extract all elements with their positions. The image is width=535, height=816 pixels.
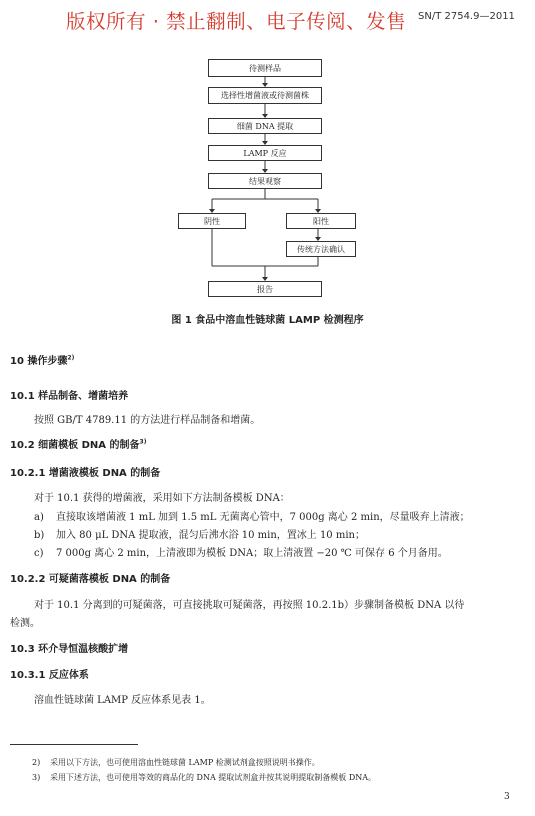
section-10-2-1-heading: 10.2.1 增菌液模板 DNA 的制备 xyxy=(10,468,161,479)
section-10-2-heading: 10.2 细菌模板 DNA 的制备$^{3)}$ xyxy=(10,438,147,451)
list-item-b: b) 加入 80 μL DNA 提取液，混匀后沸水浴 10 min，置冰上 10 min； xyxy=(34,530,365,541)
standard-number: SN/T 2754.9—2011 xyxy=(418,11,515,22)
flow-step-enrichment: 选择性增菌液或待测菌株 xyxy=(208,87,322,104)
section-10-2-2-text-cont: 检测。 xyxy=(10,618,40,629)
section-10-3-1-text: 溶血性链球菌 LAMP 反应体系见表 1。 xyxy=(34,695,211,706)
flow-confirm: 传统方法确认 xyxy=(286,241,356,257)
section-10-3-heading: 10.3 环介导恒温核酸扩增 xyxy=(10,644,129,655)
section-10-1-text: 按照 GB/T 4789.11 的方法进行样品制备和增菌。 xyxy=(34,415,261,426)
footnote-2: 2) 采用以下方法，也可使用溶血性链球菌 LAMP 检测试剂盒按照说明书操作。 xyxy=(32,758,320,767)
flow-step-sample: 待测样品 xyxy=(208,59,322,77)
page-number: 3 xyxy=(504,792,510,802)
flow-step-dna-extraction: 细菌 DNA 提取 xyxy=(208,118,322,134)
section-10-2-2-heading: 10.2.2 可疑菌落模板 DNA 的制备 xyxy=(10,574,171,585)
flow-step-observe: 结果观察 xyxy=(208,173,322,189)
section-10-2-2-text: 对于 10.1 分离到的可疑菌落，可直接挑取可疑菌落，再按照 10.2.1b）步骤制备模板 DNA 以待 xyxy=(34,600,465,611)
watermark: 版权所有 · 禁止翻制、电子传阅、发售 xyxy=(66,10,407,33)
list-item-a: a) 直接取该增菌液 1 mL 加到 1.5 mL 无菌离心管中，7 000g 离心 2 min，尽量吸弃上清液； xyxy=(34,512,470,523)
list-item-c: c) 7 000g 离心 2 min，上清液即为模板 DNA；取上清液置 −20 ℃ 可保存 6 个月备用。 xyxy=(34,548,448,559)
flow-negative: 阴性 xyxy=(178,213,246,229)
flow-positive: 阳性 xyxy=(286,213,356,229)
flow-report: 报告 xyxy=(208,281,322,297)
section-10-1-heading: 10.1 样品制备、增菌培养 xyxy=(10,391,129,402)
footnote-divider xyxy=(10,744,138,745)
section-10-heading: 10 操作步骤$^{2)}$ xyxy=(10,354,75,367)
figure-caption: 图 1 食品中溶血性链球菌 LAMP 检测程序 xyxy=(171,315,364,326)
section-10-3-1-heading: 10.3.1 反应体系 xyxy=(10,670,89,681)
flow-step-lamp: LAMP 反应 xyxy=(208,145,322,161)
section-10-2-1-intro: 对于 10.1 获得的增菌液，采用如下方法制备模板 DNA： xyxy=(34,493,290,504)
footnote-3: 3) 采用下述方法，也可使用等效的商品化的 DNA 提取试剂盒并按其说明提取制备模板 DNA。 xyxy=(32,773,377,782)
